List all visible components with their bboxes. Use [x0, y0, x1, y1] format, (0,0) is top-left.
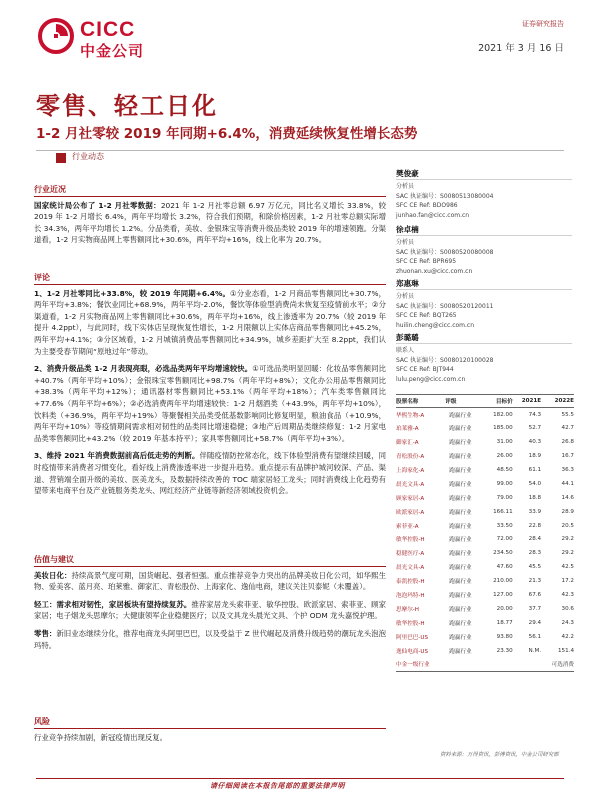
table-cell: 跑赢行业	[449, 495, 472, 502]
table-row	[396, 602, 574, 616]
table-cell: 185.00	[493, 425, 513, 432]
section-divider	[34, 196, 386, 197]
comment-item-3	[34, 450, 386, 496]
analyst-divider	[396, 179, 572, 180]
table-cell: 青松股份-A	[396, 454, 425, 461]
table-row	[396, 546, 574, 560]
table-cell: 16.7	[561, 453, 574, 460]
page-title: 零售、轻工日化	[36, 92, 218, 120]
table-cell: 珀莱雅-A	[396, 426, 419, 433]
analyst-role: 分析员	[396, 293, 415, 300]
analyst-name: 彭璐璐	[396, 333, 419, 342]
table-cell: 33.9	[528, 508, 542, 515]
analyst-role: 联系人	[396, 347, 415, 354]
table-cell: 跑赢行业	[449, 551, 472, 558]
comment-lead: 3、维持 2021 年消费数据前高后低走势的判断。	[34, 451, 200, 461]
table-cell: 127.00	[493, 592, 513, 599]
overview-lead: 国家统计局公布了 1-2 月社零数据：	[34, 200, 161, 210]
section-risk	[34, 716, 386, 743]
table-header-cell: 2021E	[513, 395, 541, 408]
table-row	[396, 574, 574, 588]
table-cell: 61.1	[528, 467, 542, 473]
section-heading: 评论	[34, 273, 50, 282]
footer-legal-note: 请仔细阅读在本报告尾部的重要法律声明	[210, 782, 345, 790]
logo-text-cn: 中金公司	[80, 42, 145, 60]
stock-rating-table	[396, 394, 574, 672]
table-cell: 泡泡玛特-H	[396, 593, 425, 600]
table-header-cell: 2022E	[541, 395, 574, 408]
table-cell: 跑赢行业	[449, 426, 472, 433]
section-comment	[34, 272, 386, 497]
analyst-sac: SAC 执证编号：S0080520080008	[396, 248, 494, 256]
table-cell: 29.2	[561, 536, 574, 543]
comment-item-1	[34, 288, 386, 358]
table-row	[396, 519, 574, 533]
overview-paragraph	[34, 200, 386, 246]
table-cell: 跑赢行业	[449, 634, 472, 641]
table-cell: 47.60	[496, 564, 513, 571]
table-cell: 跑赢行业	[449, 648, 472, 655]
table-cell: 跑赢行业	[449, 620, 472, 627]
table-cell: 跑赢行业	[449, 537, 472, 544]
table-cell: 234.50	[493, 550, 513, 557]
table-cell: 泰凯控股-H	[396, 579, 425, 586]
analyst-card	[396, 168, 572, 220]
table-cell: 20.5	[561, 522, 574, 529]
table-cell: 45.5	[528, 564, 542, 571]
table-cell: 37.7	[528, 605, 542, 612]
title-divider	[36, 150, 564, 151]
valuation-lead: 美妆日化：	[34, 570, 72, 580]
table-cell: 166.11	[493, 508, 513, 515]
table-cell: 42.2	[561, 633, 574, 640]
table-cell: 御家汇-A	[396, 440, 419, 447]
table-cell: 逸仙电商-US	[396, 648, 429, 655]
analyst-card	[396, 332, 572, 384]
analyst-name: 樊俊豪	[396, 169, 419, 178]
logo-text-en: CICC	[80, 18, 136, 41]
table-cell: 稳健医疗-A	[396, 551, 425, 558]
section-heading: 风险	[34, 717, 50, 726]
comment-lead: 1、1-2 月社零同比+33.8%，较 2019 年同期+6.4%。	[34, 288, 231, 298]
comment-item-2	[34, 363, 386, 444]
table-cell: 晨光文具-A	[396, 481, 425, 488]
table-header-cell: 股票名称	[396, 395, 445, 408]
section-heading: 估值与建议	[34, 555, 74, 564]
analyst-sac: SAC 执证编号：S0080520120011	[396, 302, 494, 310]
table-row	[396, 658, 574, 672]
table-cell: 42.5	[561, 564, 574, 571]
analyst-email[interactable]: junhao.fan@cicc.com.cn	[396, 211, 470, 219]
table-row	[396, 560, 574, 574]
analyst-sac: SAC 执证编号：S0080120100028	[396, 356, 494, 364]
table-cell: 36.3	[561, 467, 574, 473]
analyst-divider	[396, 289, 572, 290]
table-cell: 24.3	[561, 619, 574, 626]
analyst-email[interactable]: lulu.peng@cicc.com.cn	[396, 375, 466, 383]
table-cell	[513, 658, 541, 672]
table-cell: 18.8	[528, 494, 542, 501]
table-row	[396, 644, 574, 658]
analyst-sfc: SFC CE Ref: BJT944	[396, 366, 454, 374]
comment-body: ①可选品类明显回暖：化妆品零售额同比+40.7%（两年平均+10%）；金银珠宝零售额同比+98.7%（两年平均+8%）；文化办公用品零售额同比+38.3%（两年平均+12%）；通讯器材零售额同比+53.1%（两年平均+18%）；汽车类零售额同比+77.6%（两年平均+6%）；②必选消费两年平均增速较快：1-2 月烟酒类（+43.9%，两年平均+10%），饮料类（+36.9%，两年平均+19%）等聚餐相关品类受低基数影响同比修复明显，粮油食品（+10.9%，两年平均+10%）等疫情期间需求相对韧性的品类同比增速稳健；③地产后周期品类继续修复：1-2 月家电品类零售额同比+43.2%（较 2019 年基本持平）；家具零售额同比+58.7%（两年平均+3%）。	[34, 364, 386, 443]
table-cell: 晨光文具-A	[396, 565, 425, 572]
table-cell: 欧派家居-A	[396, 509, 425, 516]
table-cell: 22.8	[528, 522, 542, 529]
analyst-divider	[396, 235, 572, 236]
table-cell: 182.00	[493, 411, 513, 418]
table-cell: 跑赢行业	[449, 565, 472, 572]
valuation-body: 新旧业态继续分化，推荐电商龙头阿里巴巴，以及受益于 Z 世代崛起及消费升级趋势的潮玩龙头泡泡玛特。	[34, 628, 386, 650]
table-cell: 18.9	[528, 453, 542, 460]
section-overview	[34, 184, 386, 246]
comment-body: ①分业态看，1-2 月商品零售额同比+30.7%，两年平均+3.8%；餐饮业同比+68.9%，两年平均-2.0%，餐饮等体验型消费尚未恢复至疫情前水平；②分渠道看，1-2 月实物商品网上零售额同比+30.6%，两年平均+16%，线上渗透率为 20.7%（较 2019 年提升 4.2ppt），与此同时，线下实体店呈现恢复性增长，1-2 月限额以上实体店商品零售额同比+45.2%，两年平均+4.1%；③分区域看，1-2 月城镇消费品零售额同比+34.9%，城乡差距扩大至 8.2ppt，我们认为主要受春节期间“原地过年”带动。	[34, 288, 386, 356]
table-cell: 跑赢行业	[449, 412, 472, 419]
risk-body: 行业竞争持续加剧，新冠疫情出现反复。	[34, 732, 168, 742]
table-cell: 72.00	[496, 536, 513, 543]
analyst-role: 分析员	[396, 239, 415, 246]
table-cell: 20.00	[496, 605, 513, 612]
analyst-email[interactable]: zhuonan.xu@cicc.com.cn	[396, 267, 473, 275]
table-cell: 思摩尔-H	[396, 606, 420, 613]
table-cell: 跑赢行业	[449, 523, 472, 530]
table-cell: 21.3	[528, 578, 542, 585]
table-cell: 敏华控股-H	[396, 537, 425, 544]
table-row	[396, 616, 574, 630]
table-row	[396, 435, 574, 449]
section-divider	[34, 728, 386, 729]
table-cell: 40.3	[528, 439, 542, 446]
valuation-lead: 轻工：需求相对韧性，家居板块有望持续复苏。	[34, 599, 192, 609]
source-note: 资料来源：万得资讯，彭博资讯，中金公司研究部	[440, 752, 559, 758]
valuation-body: 推荐家居龙头索菲亚、敏华控股、欧派家居、索菲亚、顾家家居；电子烟龙头思摩尔；大健康领军企业稳健医疗；以及文具龙头晨光文具、个护 ODM 龙头嘉悦护理。	[34, 599, 386, 621]
analyst-name: 郑惠琳	[396, 279, 419, 288]
table-cell: 索菲亚-A	[396, 523, 419, 530]
table-row	[396, 505, 574, 519]
table-cell: 52.7	[528, 425, 542, 432]
cicc-logo-icon	[38, 18, 74, 54]
table-cell: 79.00	[496, 494, 513, 501]
table-row	[396, 408, 574, 422]
table-cell: 跑赢行业	[449, 593, 472, 600]
table-cell: 55.5	[561, 411, 574, 418]
table-row	[396, 491, 574, 505]
table-cell: 93.80	[496, 633, 513, 640]
table-cell: 14.6	[561, 494, 574, 501]
table-cell: 跑赢行业	[449, 468, 472, 474]
table-cell: 18.77	[496, 619, 513, 626]
comment-lead: 2、消费升级品类 1-2 月表现亮眼，必选品类两年平均增速较快。	[34, 364, 253, 374]
table-cell: 跑赢行业	[449, 440, 472, 447]
analyst-divider	[396, 343, 572, 344]
analyst-email[interactable]: huilin.cheng@cicc.com.cn	[396, 321, 475, 329]
table-cell: 敏华控股-H	[396, 620, 425, 627]
table-row	[396, 421, 574, 435]
analyst-card	[396, 278, 572, 330]
table-cell: 23.30	[496, 647, 513, 654]
table-cell: 29.2	[561, 550, 574, 557]
table-cell: 跑赢行业	[449, 481, 472, 488]
analyst-name: 徐卓楠	[396, 225, 419, 234]
table-cell: 42.3	[561, 592, 574, 599]
table-cell: 28.9	[561, 508, 574, 515]
table-row	[396, 630, 574, 644]
analyst-sfc: SFC CE Ref: BPR695	[396, 258, 457, 266]
table-cell: 33.50	[496, 522, 513, 529]
table-cell: 顾家家居-A	[396, 495, 425, 502]
table-row	[396, 588, 574, 602]
section-divider	[34, 284, 386, 285]
table-cell: 28.3	[528, 550, 542, 557]
section-valuation	[34, 554, 386, 651]
valuation-paragraph	[34, 599, 386, 622]
table-cell: 跑赢行业	[449, 454, 472, 461]
section-heading: 行业近况	[34, 185, 66, 194]
tag-marker-icon	[56, 153, 66, 163]
table-cell: 54.0	[528, 480, 542, 487]
overview-body: 2021 年 1-2 月社零总额 6.97 万亿元，同比名义增长 33.8%，较 2019 年 1-2 月增长 6.4%，两年平均增长 3.2%，符合我们预期，和除价格因素，1-2 月社零总额实际增长 34.3%，两年平均增长 1.2%。分品类看，美妆、金银珠宝等消费升级品类较 2019 年的增速领跑。分渠道看，1-2 月实物商品网上零售额同比+30.6%，两年平均+16%，线上化率为 20.7%。	[34, 200, 387, 245]
table-header-row	[396, 395, 574, 408]
table-cell: 跑赢行业	[449, 579, 472, 586]
comment-body: 伴随疫情防控常态化，线下体验型消费有望继续回暖，同时疫情带来消费者习惯变化，看好线上消费渗透率进一步提升趋势。重点提示有品牌护城河较深、产品、渠道、营销端全面升级的美妆、医美龙头，及数据持续改善的 TOC 端家居轻工龙头；同时消费线上化趋势有望带来电商平台及产业链服务类龙头、网红经济产业链等新经济领域投资机会。	[34, 451, 386, 496]
table-cell: 阿里巴巴-US	[396, 634, 429, 641]
analyst-sfc: SFC CE Ref: BQT265	[396, 312, 457, 320]
table-cell: 28.4	[528, 536, 542, 543]
report-tag: 行业动态	[72, 152, 104, 161]
analyst-sfc: SFC CE Ref: BDO986	[396, 202, 458, 210]
table-cell: 跑赢行业	[449, 509, 472, 516]
analyst-card	[396, 224, 572, 276]
report-type: 证券研究报告	[522, 20, 564, 28]
table-cell: 151.4	[557, 647, 574, 654]
table-cell	[445, 658, 484, 672]
table-row	[396, 533, 574, 547]
valuation-paragraph	[34, 570, 386, 593]
table-header-cell: 评级	[445, 395, 484, 408]
table-cell: 26.00	[496, 453, 513, 460]
table-cell: 29.4	[528, 619, 542, 626]
report-date: 2021 年 3 月 16 日	[478, 43, 564, 54]
table-cell: 42.7	[561, 425, 574, 432]
table-cell	[484, 658, 513, 672]
table-cell: 99.00	[496, 480, 513, 487]
table-cell: 210.00	[493, 578, 513, 585]
table-cell: 44.1	[561, 480, 574, 487]
table-cell: 17.2	[561, 578, 574, 585]
table-cell: 中金一级行业	[396, 658, 445, 672]
section-divider	[34, 566, 386, 567]
valuation-paragraph	[34, 628, 386, 651]
table-cell: 31.00	[496, 439, 513, 446]
table-cell: 可选消费	[541, 658, 574, 672]
analyst-sac: SAC 执证编号：S0080513080004	[396, 192, 494, 200]
footer-divider	[36, 778, 564, 779]
table-row	[396, 463, 574, 477]
table-cell: 30.6	[561, 605, 574, 612]
table-cell: 67.6	[528, 592, 542, 599]
table-cell: 跑赢行业	[449, 606, 472, 613]
table-row	[396, 477, 574, 491]
valuation-lead: 零售：	[34, 628, 57, 638]
table-cell: 26.8	[561, 439, 574, 446]
table-row	[396, 449, 574, 463]
table-cell: 上海家化-A	[396, 468, 425, 474]
table-header-cell: 目标价	[484, 395, 513, 408]
valuation-body: 持续高景气度可期，国货崛起、强者恒强。重点推荐竞争力突出的品牌美妆日化公司，如华熙生物、爱美客、蓝月亮、珀莱雅、御家汇、青松股份、上海家化、逸仙电商，建议关注贝泰妮（未覆盖）。	[34, 570, 386, 592]
table-cell: N.M.	[528, 647, 542, 654]
table-cell: 56.1	[528, 633, 542, 640]
table-cell: 48.50	[496, 467, 513, 473]
table-cell: 华熙生物-A	[396, 412, 425, 419]
page-subtitle: 1-2 月社零较 2019 年同期+6.4%，消费延续恢复性增长态势	[36, 126, 418, 142]
analyst-role: 分析员	[396, 183, 415, 190]
table-cell: 74.3	[528, 411, 542, 418]
